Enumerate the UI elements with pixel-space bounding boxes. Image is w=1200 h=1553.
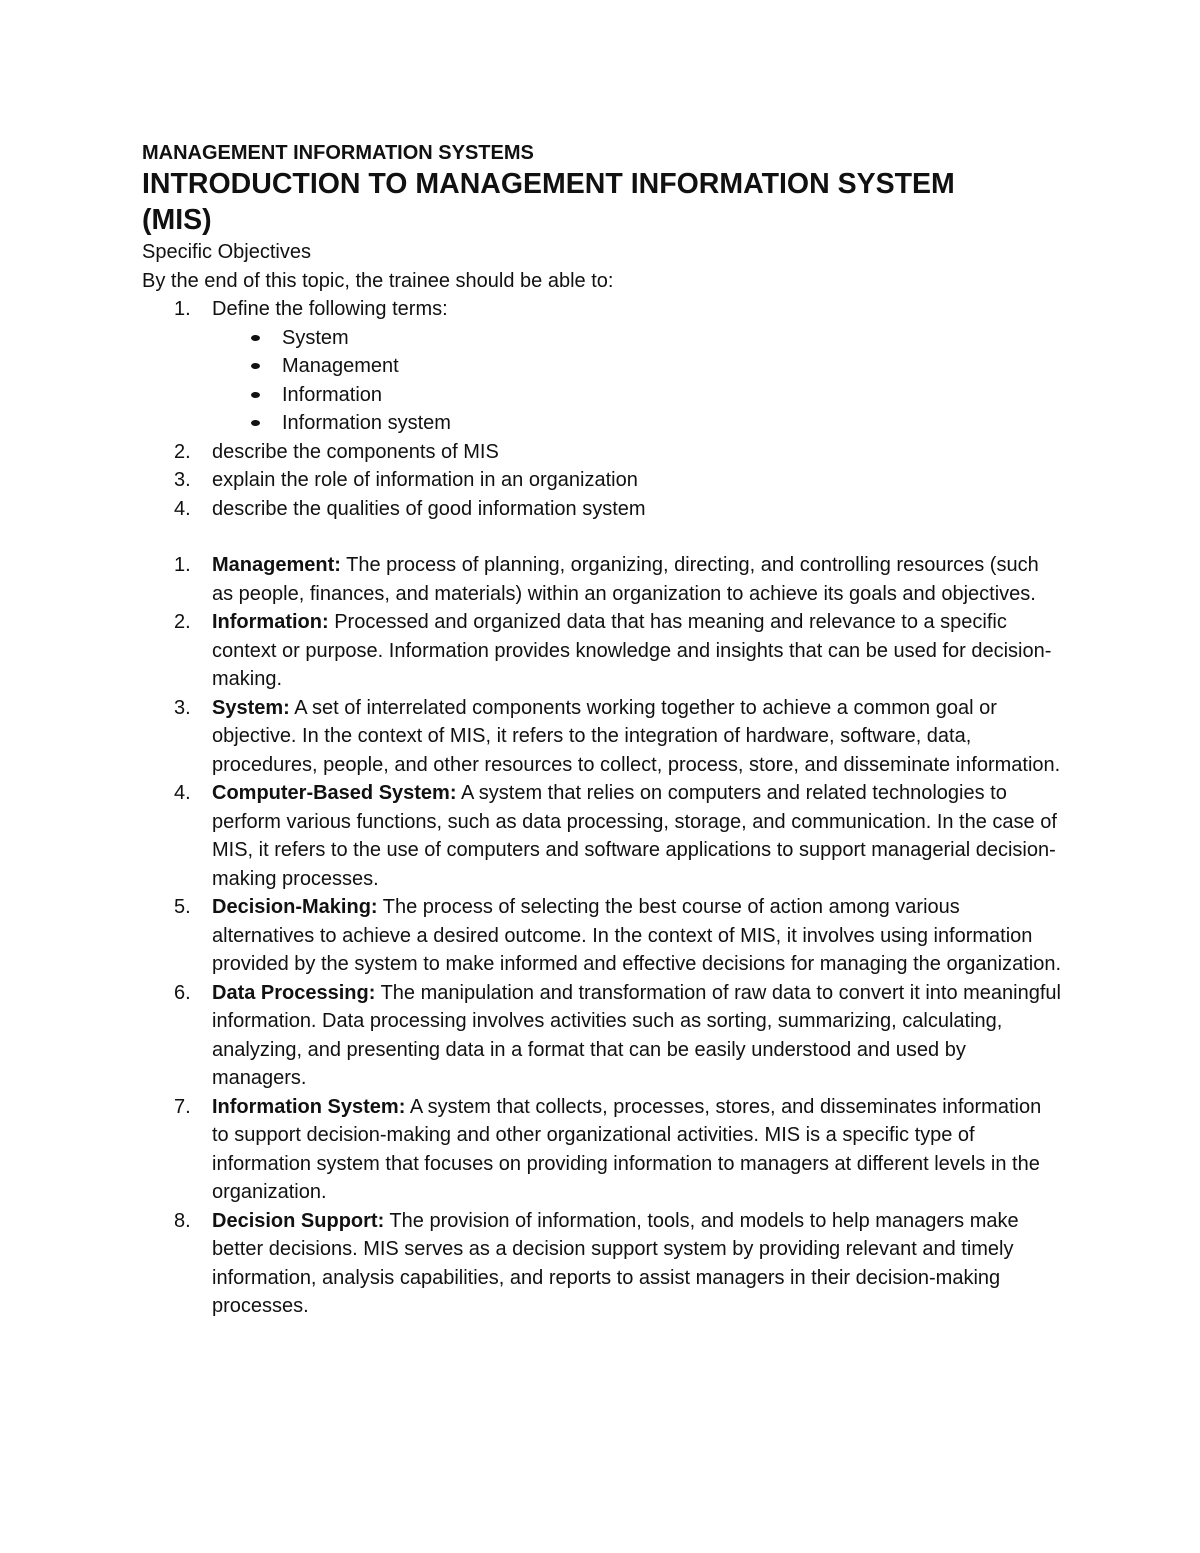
definition-number: 8. xyxy=(174,1209,191,1232)
main-title-line-1: INTRODUCTION TO MANAGEMENT INFORMATION SYSTEM xyxy=(142,168,955,200)
term-item xyxy=(142,409,1062,438)
main-title-line-2: (MIS) xyxy=(142,204,212,236)
term-text: Information xyxy=(282,383,383,406)
objective-text: explain the role of information in an organization xyxy=(212,469,638,491)
course-title: MANAGEMENT INFORMATION SYSTEMS xyxy=(142,142,534,164)
definition-number: 6. xyxy=(174,981,191,1004)
definition-number: 4. xyxy=(174,782,191,804)
definition-number: 2. xyxy=(174,611,191,633)
bullet-icon xyxy=(251,363,260,369)
term-item xyxy=(142,352,1062,381)
definition-item xyxy=(142,893,1062,979)
definition-text: Processed and organized data that has meaning and relevance to a specific context or purpose. Information provides knowledge and insights that can be used for decision-making. xyxy=(212,611,1052,690)
term-text: Management xyxy=(282,355,399,377)
definition-text: The manipulation and transformation of raw data to convert it into meaningful information. Data processing involves activities such as sorting, summarizing, calculating, analyzing, and presenting data in a format that can be easily understood and used by managers. xyxy=(212,981,1061,1089)
term-text: Information system xyxy=(282,412,451,434)
objective-number: 3. xyxy=(174,469,191,491)
objective-text: describe the qualities of good information system xyxy=(212,497,646,520)
definition-text: The process of planning, organizing, directing, and controlling resources (such as people, finances, and materials) within an organization to achieve its goals and objectives. xyxy=(212,554,1039,605)
document-page xyxy=(142,140,1062,1321)
objectives-list xyxy=(142,295,1062,324)
definition-text: A set of interrelated components working together to achieve a common goal or objective. In the context of MIS, it refers to the integration of hardware, software, data, procedures, people, and other resources to collect, process, store, and disseminate information. xyxy=(212,696,1061,776)
bullet-icon xyxy=(251,392,260,398)
objective-item xyxy=(142,295,1062,324)
definition-number: 5. xyxy=(174,896,191,918)
terms-list xyxy=(142,324,1062,438)
definition-item xyxy=(142,1207,1062,1321)
definition-term: Management: xyxy=(212,554,341,576)
definition-term: Decision-Making: xyxy=(212,896,378,918)
blank-line xyxy=(142,523,1062,551)
objectives-list-continued xyxy=(142,438,1062,524)
main-title xyxy=(142,166,1062,238)
definition-text: A system that collects, processes, stores, and disseminates information to support decision-making and other organizational activities. MIS is a specific type of information system that focuses on providing information to managers at different levels in the organization. xyxy=(212,1095,1042,1203)
definition-term: Computer-Based System: xyxy=(212,782,457,804)
objective-item xyxy=(142,438,1062,467)
definition-text: The provision of information, tools, and models to help managers make better decisions. MIS serves as a decision support system by providing relevant and timely information, analysis capabilities, and reports to assist managers in their decision-making processes. xyxy=(212,1209,1019,1317)
definition-text: A system that relies on computers and related technologies to perform various functions, such as data processing, storage, and communication. In the case of MIS, it refers to the use of computers and software applications to support managerial decision-making processes. xyxy=(212,782,1057,890)
definition-text: The process of selecting the best course of action among various alternatives to achieve a desired outcome. In the context of MIS, it involves using information provided by the system to make informed and effective decisions for managing the organization. xyxy=(212,896,1061,975)
objective-item xyxy=(142,466,1062,495)
definition-item xyxy=(142,779,1062,893)
bullet-icon xyxy=(251,335,260,341)
objective-number: 4. xyxy=(174,497,191,520)
definition-item xyxy=(142,551,1062,608)
definition-term: Information: xyxy=(212,611,329,633)
definition-number: 1. xyxy=(174,554,191,576)
definition-term: System: xyxy=(212,696,290,719)
objective-number: 1. xyxy=(174,298,191,320)
definitions-list xyxy=(142,551,1062,1321)
objectives-heading: Specific Objectives xyxy=(142,241,311,263)
objective-text: Define the following terms: xyxy=(212,298,448,320)
objective-text: describe the components of MIS xyxy=(212,440,499,463)
bullet-icon xyxy=(251,420,260,426)
definition-item xyxy=(142,1093,1062,1207)
objective-item xyxy=(142,495,1062,524)
definition-item xyxy=(142,608,1062,694)
definition-number: 3. xyxy=(174,696,191,719)
objective-number: 2. xyxy=(174,440,191,463)
objectives-intro: By the end of this topic, the trainee should be able to: xyxy=(142,269,614,292)
definition-number: 7. xyxy=(174,1095,191,1118)
definition-item xyxy=(142,979,1062,1093)
definition-term: Decision Support: xyxy=(212,1209,385,1232)
definition-term: Data Processing: xyxy=(212,981,376,1004)
term-item xyxy=(142,381,1062,410)
definition-item xyxy=(142,694,1062,780)
definition-term: Information System: xyxy=(212,1095,406,1118)
term-text: System xyxy=(282,326,349,349)
term-item xyxy=(142,324,1062,353)
